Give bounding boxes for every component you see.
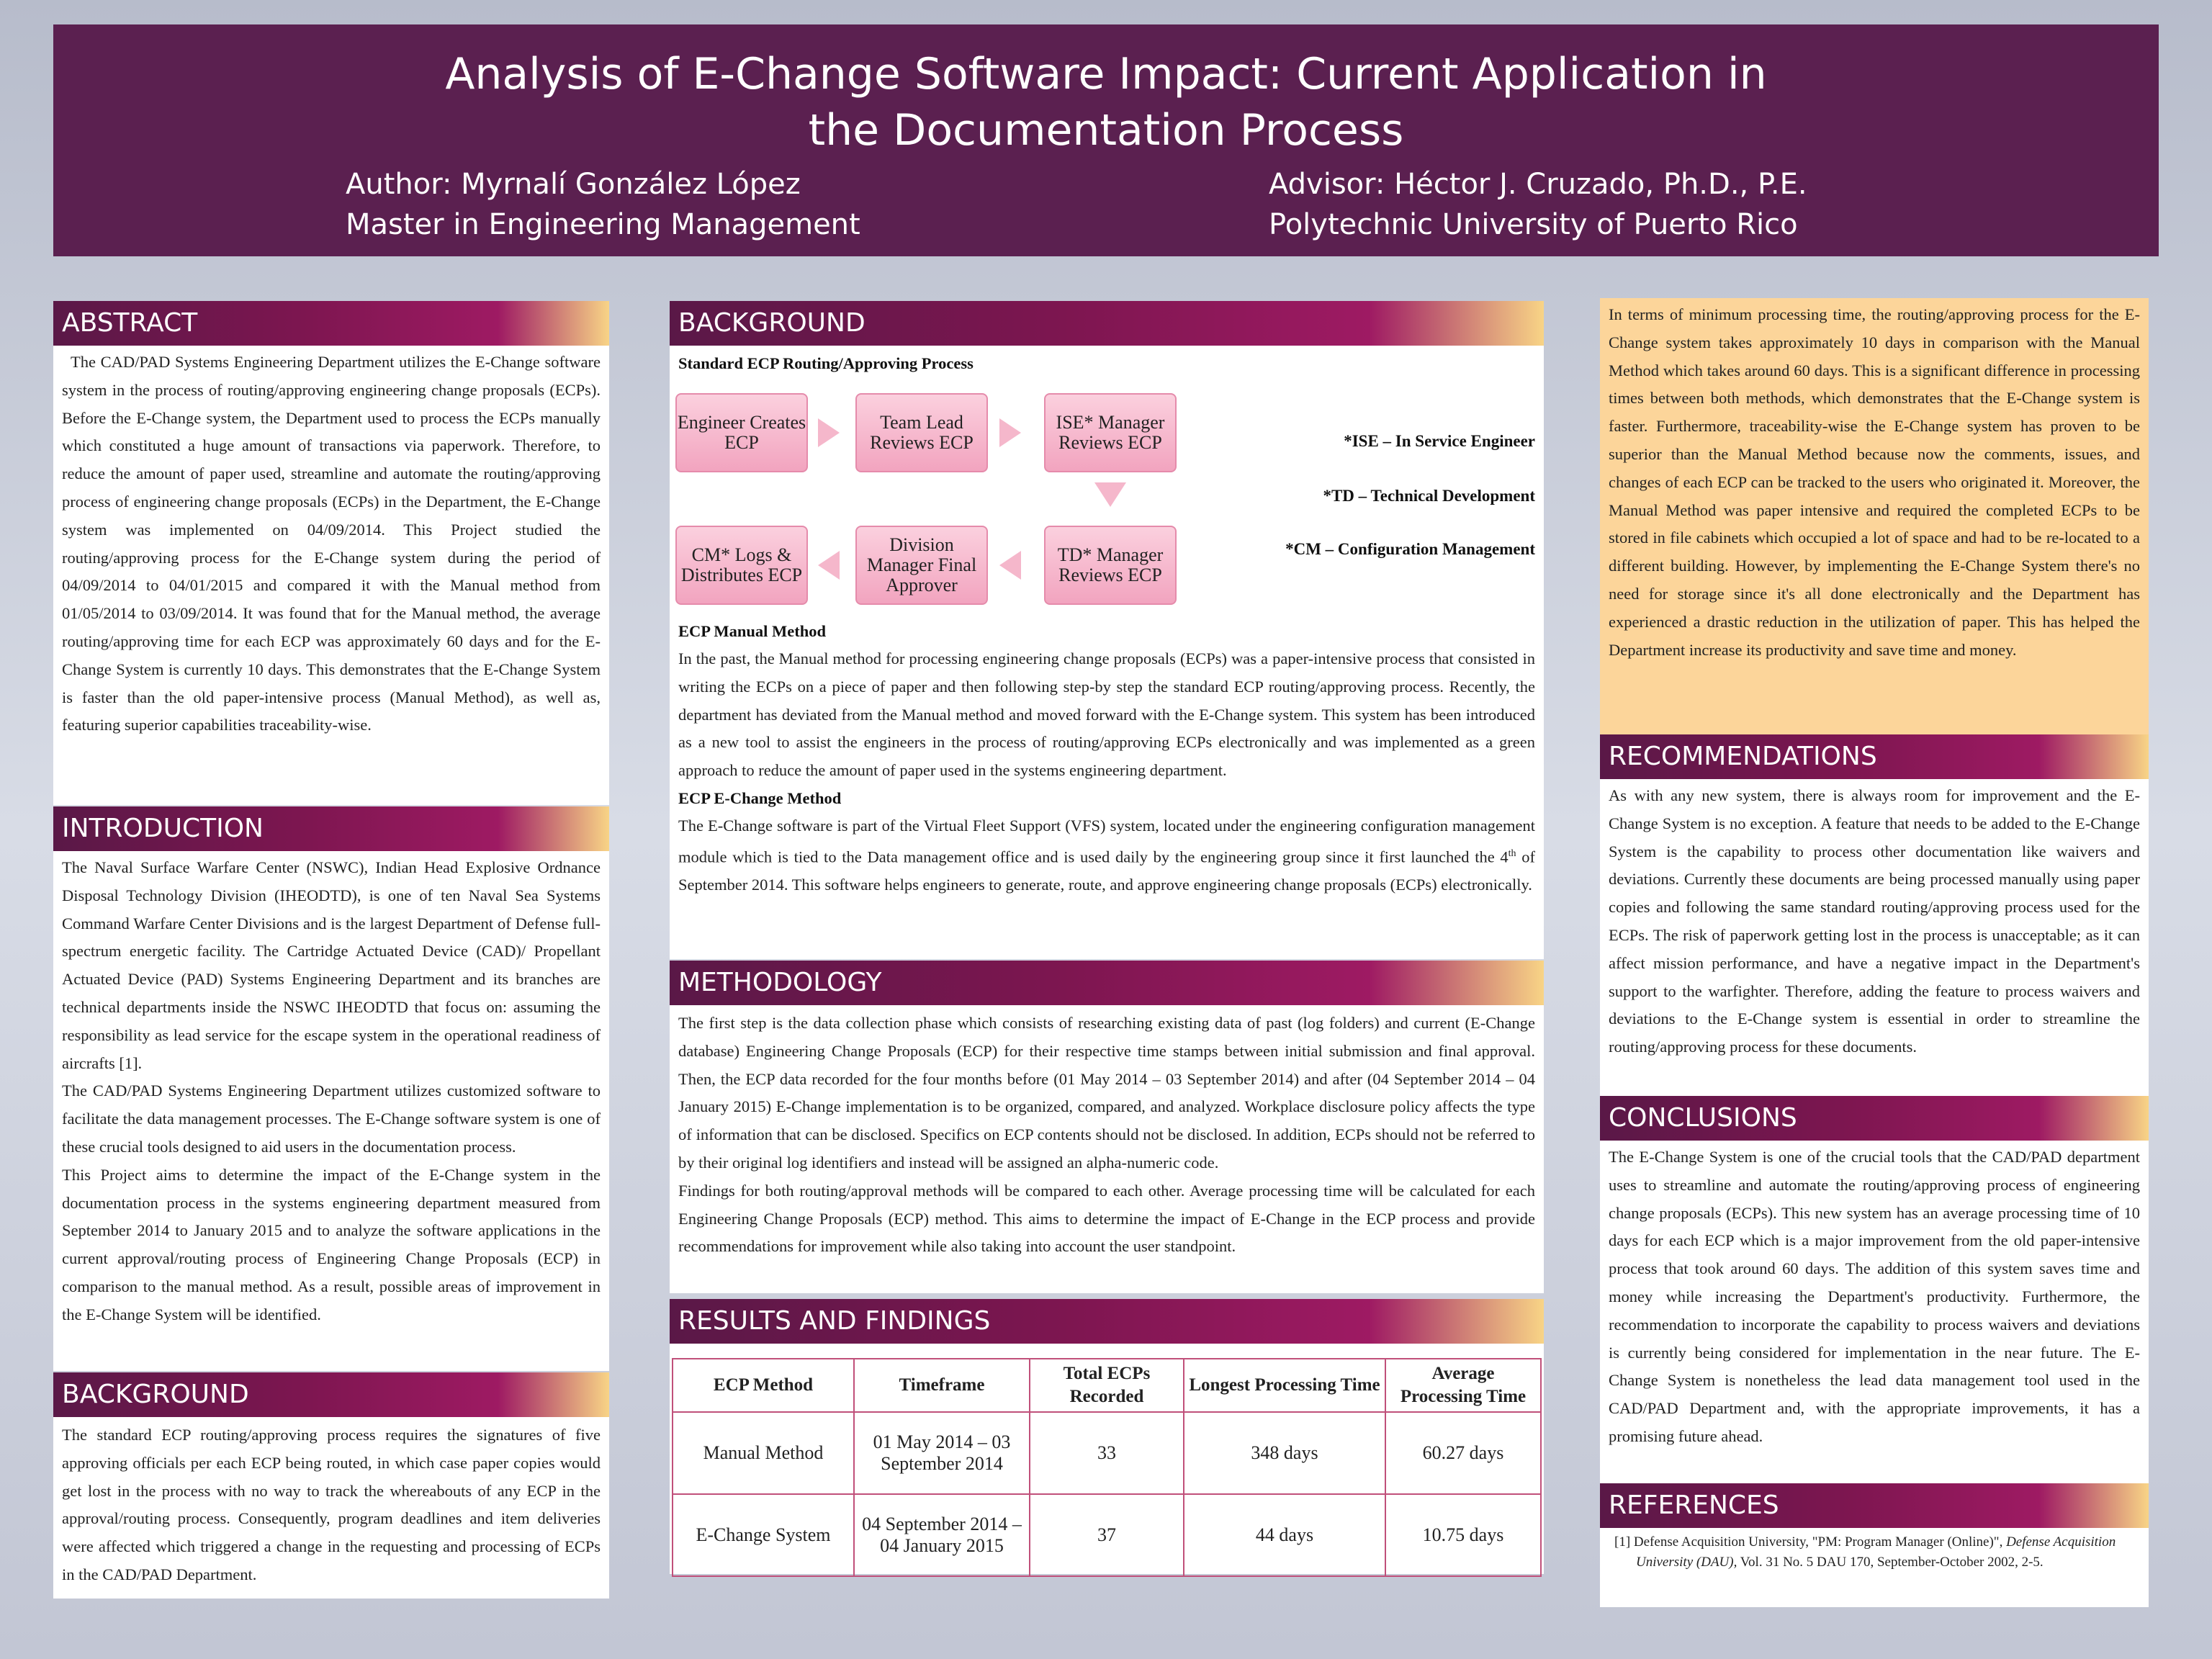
- author-name: Author: Myrnalí González López: [346, 168, 801, 201]
- cell-total: 37: [1030, 1494, 1184, 1576]
- right-intro-panel: [1600, 298, 2149, 736]
- flow-step-engineer: Engineer Creates ECP: [675, 393, 808, 472]
- abstract-text: The CAD/PAD Systems Engineering Department utilizes the E-Change software system in the process of routing/approving engineering change proposals (ECPs). Before the E-Change system, the Department used to process the ECPs manually which constituted a huge amount of transactions via paperwork. Therefore, to reduce the amount of paper used, streamline and automate the routing/approving process of engineering change proposals (ECPs) in the Department, the E-Change system was implemented on 04/09/2014. This Project studied the routing/approving process for the E-Change system during the period of 04/09/2014 to 04/01/2015 and compared it with the Manual method from 01/05/2014 to 03/09/2014. It was found that for the Manual method, the average routing/approving time for each ECP was approximately 60 days and for the E-Change System is currently 10 days. This demonstrates that the E-Change System is faster than the old paper-intensive process (Manual Method), as well as, featuring superior capabilities traceability-wise.: [62, 353, 601, 734]
- flow-step-td-manager: TD* Manager Reviews ECP: [1044, 526, 1177, 605]
- echange-method-title: ECP E-Change Method: [678, 788, 842, 807]
- background-mid-panel: [670, 346, 1544, 959]
- cell-timeframe: 01 May 2014 – 03 September 2014: [854, 1412, 1030, 1494]
- cell-timeframe: 04 September 2014 – 04 January 2015: [854, 1494, 1030, 1576]
- legend-cm: *CM – Configuration Management: [1285, 540, 1535, 558]
- program-name: Master in Engineering Management: [346, 208, 860, 241]
- poster-header: [53, 24, 2159, 256]
- cell-longest: 44 days: [1184, 1494, 1385, 1576]
- introduction-p2: The CAD/PAD Systems Engineering Department utilizes customized software to facilitate the data management processes. The E-Change software system is one of these crucial tools designed to aid users in the documentation process.: [62, 1082, 601, 1156]
- flow-arrow-2: [999, 418, 1021, 447]
- cell-average: 60.27 days: [1385, 1412, 1541, 1494]
- methods-text-block: [678, 618, 1535, 899]
- title-line-2: the Documentation Process: [808, 105, 1404, 156]
- background-left-text: The standard ECP routing/approving process requires the signatures of five approving officials per each ECP being routed, in which case paper copies would get lost in the process with no way to track the whereabouts of any ECP in the approval/routing process. Consequently, program deadlines and item deliveries were affected which triggered a change in the requesting and processing of ECPs in the CAD/PAD Department.: [62, 1426, 601, 1583]
- recommendations-heading: RECOMMENDATIONS: [1600, 734, 2149, 779]
- introduction-heading: INTRODUCTION: [53, 806, 609, 851]
- reference-text-a: Defense Acquisition University, "PM: Program Manager (Online)",: [1633, 1534, 2007, 1550]
- reference-journal: Defense Acquisition University (DAU),: [1636, 1534, 2116, 1570]
- conclusions-heading: CONCLUSIONS: [1600, 1096, 2149, 1141]
- manual-method-text: In the past, the Manual method for processing engineering change proposals (ECPs) was a paper-intensive process that consisted in writing the ECPs on a piece of paper and then following step-by step the standard ECP routing/approving process. Recently, the department has deviated from the Manual method and moved forward with the E-Change system. This system has been introduced as a new tool to assist the engineers in the process of routing/approving ECPs electronically and was implemented as a green approach to reduce the amount of paper used in the systems engineering department.: [678, 649, 1535, 780]
- poster-title: [53, 46, 2159, 158]
- introduction-panel: [53, 851, 609, 1371]
- methodology-p1: The first step is the data collection phase which consists of researching existing data of past (log folders) and current (E-Change database) Engineering Change Proposals (ECP) for their respective time stamps between initial submission and final approval. Then, the ECP data recorded for the four months before (01 May 2014 – 03 September 2014) and after (04 September 2014 – 04 January 2015) E-Change implementation is to be organized, compared, and analyzed. Workplace disclosure policy affects the type of information that can be disclosed. Specifics on ECP contents should not be disclosed. In addition, ECPs should not be referred to by their original log identifiers and instead will be assigned an alpha-numeric code.: [678, 1014, 1535, 1172]
- reference-1: [1609, 1532, 2140, 1573]
- background-left-panel: [53, 1417, 609, 1599]
- col-timeframe: Timeframe: [854, 1359, 1030, 1412]
- table-row: [673, 1494, 1541, 1576]
- flow-step-cm-logs: CM* Logs & Distributes ECP: [675, 526, 808, 605]
- university-name: Polytechnic University of Puerto Rico: [1269, 208, 1798, 241]
- results-table: [672, 1358, 1542, 1577]
- methodology-heading: METHODOLOGY: [670, 961, 1544, 1005]
- background-mid-heading: BACKGROUND: [670, 301, 1544, 346]
- col-longest-time: Longest Processing Time: [1184, 1359, 1385, 1412]
- col-average-time: Average Processing Time: [1385, 1359, 1541, 1412]
- echange-method-text: [678, 812, 1535, 899]
- flow-arrow-4: [999, 551, 1021, 580]
- echange-text-a: The E-Change software is part of the Virtual Fleet Support (VFS) system, located under the engineering configuration management module which is tied to the Data management office and is used daily by the engineering group since it first launched the 4: [678, 816, 1535, 866]
- flow-arrow-1: [818, 418, 840, 447]
- references-heading: REFERENCES: [1600, 1483, 2149, 1528]
- references-panel: [1600, 1528, 2149, 1607]
- legend-td: *TD – Technical Development: [1323, 487, 1535, 505]
- manual-method-title: ECP Manual Method: [678, 622, 827, 640]
- right-intro-text: In terms of minimum processing time, the routing/approving process for the E-Change system takes approximately 10 days in comparison with the Manual Method which takes around 60 days. This is a significant difference in processing times between both methods, which demonstrates that the E-Change system is faster. Furthermore, traceability-wise the E-Change system has proven to be superior than the Manual Method because now the comments, issues, and changes of each ECP can be tracked to the users who originated it. Moreover, the Manual Method was paper intensive and required the completed ECPs to be stored in file cabinets which occupied a lot of space and had to be re-located to a different building. However, by implementing the E-Change System there's no need for storage since it's all done electronically and the Department has experienced a drastic reduction in the utilization of paper. This has helped the Department increase its productivity and save time and money.: [1609, 305, 2140, 659]
- advisor-block: [1269, 164, 1807, 245]
- cell-average: 10.75 days: [1385, 1494, 1541, 1576]
- recommendations-panel: [1600, 779, 2149, 1096]
- methodology-p2: Findings for both routing/approval methods will be compared to each other. Average processing time will be calculated for each Engineering Change Proposals (ECP) method. This aims to determine the impact of E-Change in the ECP process and provide recommendations for improvement while also taking into account the user standpoint.: [678, 1181, 1535, 1256]
- abstract-panel: [53, 346, 609, 805]
- flow-arrow-3: [1094, 482, 1126, 507]
- flow-step-division-manager: Division Manager Final Approver: [855, 526, 988, 605]
- title-line-1: Analysis of E-Change Software Impact: Current Application in: [445, 49, 1767, 99]
- legend-ise: *ISE – In Service Engineer: [1344, 432, 1535, 450]
- col-total-ecps: Total ECPs Recorded: [1030, 1359, 1184, 1412]
- results-header-row: [673, 1359, 1541, 1412]
- methodology-panel: [670, 1005, 1544, 1293]
- flow-arrow-5: [818, 551, 840, 580]
- abstract-heading: ABSTRACT: [53, 301, 609, 346]
- introduction-p3: This Project aims to determine the impact of the E-Change system in the documentation process in the systems engineering department measured from September 2014 to January 2015 and to analyze the software applications in the current approval/routing process of Engineering Change Proposals (ECP) in comparison to the manual method. As a result, possible areas of improvement in the E-Change System will be identified.: [62, 1165, 601, 1323]
- author-block: [346, 164, 860, 245]
- conclusions-panel: [1600, 1141, 2149, 1483]
- conclusions-text: The E-Change System is one of the crucial tools that the CAD/PAD department uses to streamline and automate the routing/approving process of engineering change proposals (ECPs). This new system has an average processing time of 10 days for each ECP which is a major improvement from the old paper-intensive process that took around 60 days. The addition of this system saves time and money while increasing the Department's productivity. Furthermore, the recommendation to incorporate the capability to process waivers and deviations is currently being considered for implementation in the near future. The E-Change System is nonetheless the lead data management tool used in the CAD/PAD Department and, with the appropriate improvements, it has a promising future ahead.: [1609, 1148, 2140, 1445]
- col-ecp-method: ECP Method: [673, 1359, 854, 1412]
- reference-text-b: Vol. 31 No. 5 DAU 170, September-October 2002, 2-5.: [1737, 1555, 2044, 1570]
- echange-text-b: of September 2014. This software helps engineers to generate, route, and approve engineering change proposals (ECPs) electronically.: [678, 848, 1535, 894]
- flow-step-ise-manager: ISE* Manager Reviews ECP: [1044, 393, 1177, 472]
- recommendations-text: As with any new system, there is always room for improvement and the E-Change System is no exception. A feature that needs to be added to the E-Change System is the capability to process other documentation like waivers and deviations. Currently these documents are being processed manually using paper copies and following the same standard routing/approving process used for the ECPs. The risk of paperwork getting lost in the process is unacceptable; as it can affect mission performance, and have a negative impact in the Department's support to the warfighter. Therefore, adding the feature to process waivers and deviations to the E-Change system is essential in order to streamline the routing/approving process for these documents.: [1609, 786, 2140, 1056]
- echange-sup: th: [1508, 848, 1516, 859]
- cell-total: 33: [1030, 1412, 1184, 1494]
- background-left-heading: BACKGROUND: [53, 1372, 609, 1417]
- cell-longest: 348 days: [1184, 1412, 1385, 1494]
- introduction-p1: The Naval Surface Warfare Center (NSWC), Indian Head Explosive Ordnance Disposal Technology Division (IHEODTD), is one of ten Naval Sea Systems Command Warfare Center Divisions and is the largest Department of Defense full-spectrum energetic facility. The Cartridge Actuated Device (CAD)/ Propellant Actuated Device (PAD) Systems Engineering Department and its branches are technical departments inside the NSWC IHEODTD that focus on: assuming the responsibility as lead service for the escape system in the operational readiness of aircrafts [1].: [62, 858, 601, 1072]
- results-heading: RESULTS AND FINDINGS: [670, 1299, 1544, 1344]
- table-row: [673, 1412, 1541, 1494]
- cell-method: Manual Method: [673, 1412, 854, 1494]
- flow-step-team-lead: Team Lead Reviews ECP: [855, 393, 988, 472]
- advisor-name: Advisor: Héctor J. Cruzado, Ph.D., P.E.: [1269, 168, 1807, 201]
- flow-subtitle: Standard ECP Routing/Approving Process: [678, 354, 974, 372]
- cell-method: E-Change System: [673, 1494, 854, 1576]
- reference-num: [1]: [1614, 1534, 1631, 1550]
